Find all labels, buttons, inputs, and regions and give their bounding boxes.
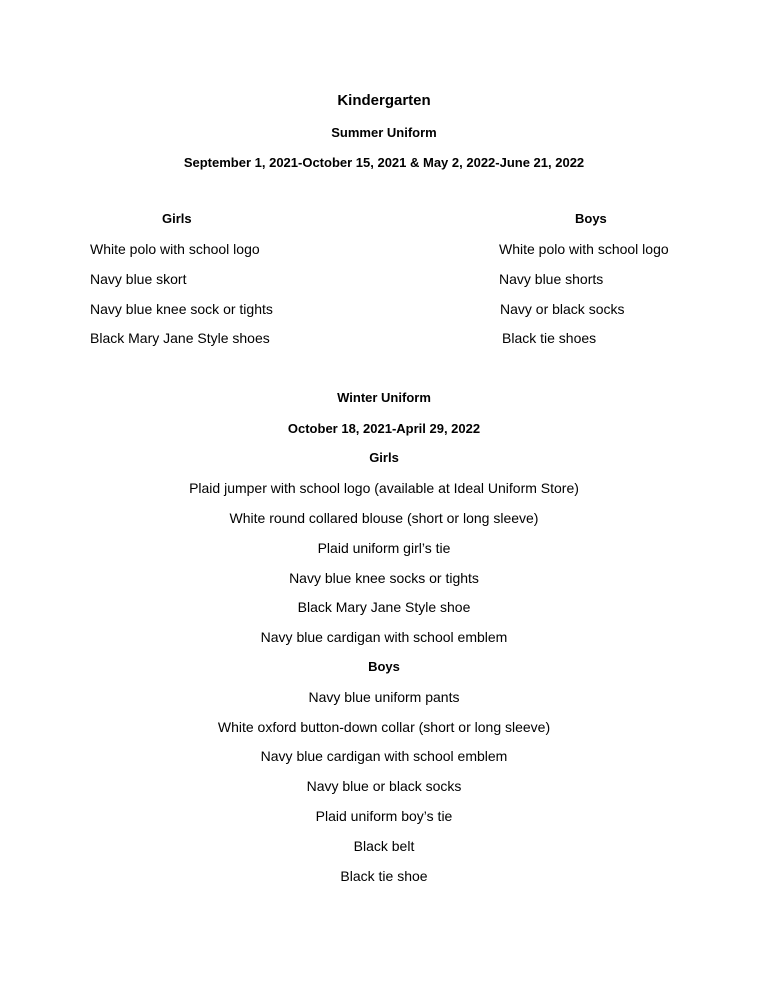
winter-boys-item: Black belt: [353, 838, 415, 854]
winter-uniform-dates: October 18, 2021-April 29, 2022: [287, 421, 481, 436]
summer-boys-item: Navy or black socks: [500, 301, 625, 317]
winter-boys-item: Navy blue cardigan with school emblem: [260, 748, 508, 764]
winter-boys-item: Navy blue uniform pants: [308, 689, 460, 705]
summer-boys-item: Navy blue shorts: [499, 271, 604, 287]
summer-girls-item: White polo with school logo: [90, 241, 260, 257]
summer-girls-item: Navy blue knee sock or tights: [90, 301, 273, 317]
winter-girls-item: White round collared blouse (short or long sleeve): [229, 510, 539, 526]
summer-uniform-heading: Summer Uniform: [331, 125, 437, 140]
winter-boys-item: White oxford button-down collar (short or long sleeve): [217, 719, 551, 735]
winter-uniform-heading: Winter Uniform: [337, 390, 431, 405]
winter-girls-item: Black Mary Jane Style shoe: [297, 599, 471, 615]
page-title: Kindergarten: [337, 92, 431, 109]
summer-boys-item: White polo with school logo: [499, 241, 669, 257]
summer-boys-heading: Boys: [575, 211, 607, 226]
winter-girls-item: Plaid uniform girl’s tie: [317, 540, 451, 556]
summer-uniform-dates: September 1, 2021-October 15, 2021 & May 2, 2022-June 21, 2022: [183, 155, 585, 170]
winter-girls-item: Navy blue knee socks or tights: [289, 570, 479, 586]
winter-girls-item: Plaid jumper with school logo (available at Ideal Uniform Store): [189, 480, 579, 496]
winter-boys-heading: Boys: [368, 659, 400, 674]
winter-boys-item: Navy blue or black socks: [306, 778, 462, 794]
winter-girls-heading: Girls: [369, 450, 399, 465]
winter-girls-item: Navy blue cardigan with school emblem: [260, 629, 508, 645]
summer-boys-item: Black tie shoes: [502, 330, 597, 346]
winter-boys-item: Plaid uniform boy’s tie: [315, 808, 453, 824]
winter-boys-item: Black tie shoe: [340, 868, 428, 884]
summer-girls-item: Black Mary Jane Style shoes: [90, 330, 270, 346]
summer-girls-item: Navy blue skort: [90, 271, 187, 287]
summer-girls-heading: Girls: [162, 211, 192, 226]
